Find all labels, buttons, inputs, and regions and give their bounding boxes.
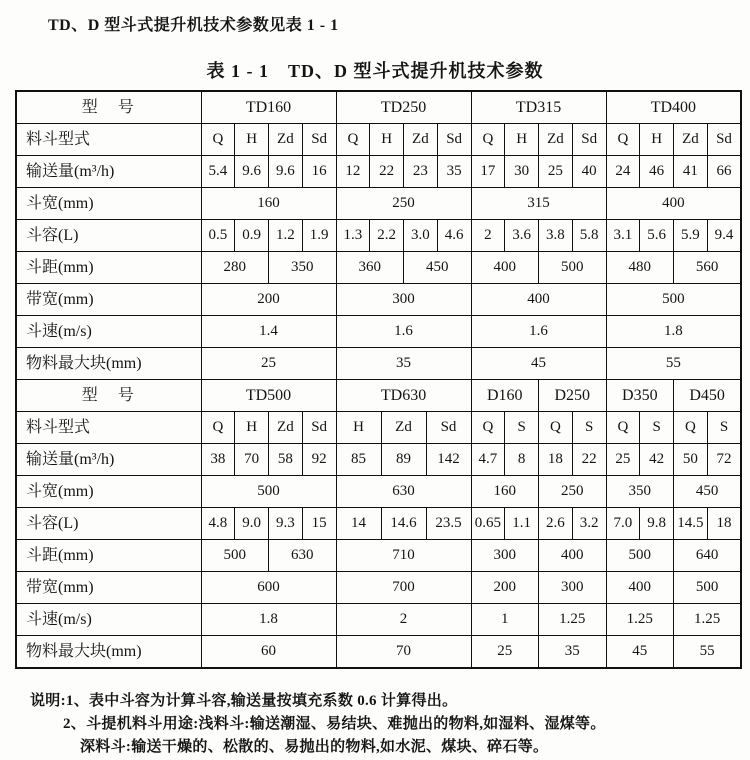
data-cell: S xyxy=(640,412,674,444)
data-cell: 40 xyxy=(572,156,606,188)
data-cell: 300 xyxy=(471,540,539,572)
data-cell: Sd xyxy=(437,124,471,156)
data-cell: Sd xyxy=(707,124,741,156)
data-cell: 3.1 xyxy=(606,220,640,252)
data-cell: 1.25 xyxy=(674,604,742,636)
model-header-cell: D160 xyxy=(471,380,539,412)
row-label: 斗容(L) xyxy=(16,508,201,540)
data-cell: Q xyxy=(201,412,235,444)
note-line: 深料斗:输送干燥的、松散的、易抛出的物料,如水泥、煤块、碎石等。 xyxy=(80,739,549,755)
data-cell: 350 xyxy=(269,252,337,284)
data-cell: 700 xyxy=(336,572,471,604)
data-cell: 9.3 xyxy=(269,508,303,540)
row-label: 型 号 xyxy=(16,380,201,412)
row-label: 输送量(m³/h) xyxy=(16,156,201,188)
data-cell: H xyxy=(370,124,404,156)
data-cell: 9.6 xyxy=(235,156,269,188)
table-row xyxy=(16,124,741,156)
data-cell: Q xyxy=(539,412,573,444)
row-label: 带宽(mm) xyxy=(16,572,201,604)
data-cell: 1.8 xyxy=(606,316,741,348)
row-label: 带宽(mm) xyxy=(16,284,201,316)
row-label: 物料最大块(mm) xyxy=(16,348,201,380)
data-cell: 1.6 xyxy=(471,316,606,348)
data-cell: 9.6 xyxy=(269,156,303,188)
model-header-cell: TD630 xyxy=(336,380,471,412)
data-cell: 38 xyxy=(201,444,235,476)
data-cell: 1.25 xyxy=(539,604,607,636)
data-cell: 14 xyxy=(336,508,381,540)
table-row xyxy=(16,156,741,188)
data-cell: 1.9 xyxy=(302,220,336,252)
data-cell: 480 xyxy=(606,252,674,284)
data-cell: 400 xyxy=(539,540,607,572)
data-cell: 30 xyxy=(505,156,539,188)
data-cell: 360 xyxy=(336,252,404,284)
data-cell: 89 xyxy=(381,444,426,476)
data-cell: 50 xyxy=(674,444,708,476)
data-cell: 250 xyxy=(336,188,471,220)
table-row xyxy=(16,284,741,316)
data-cell: 23 xyxy=(404,156,438,188)
data-cell: Q xyxy=(606,124,640,156)
data-cell: Zd xyxy=(269,412,303,444)
data-cell: 7.0 xyxy=(606,508,640,540)
data-cell: 55 xyxy=(674,636,742,669)
data-cell: 500 xyxy=(539,252,607,284)
data-cell: 3.2 xyxy=(572,508,606,540)
data-cell: 70 xyxy=(235,444,269,476)
note-line: 2、斗提机料斗用途:浅料斗:输送潮湿、易结块、难抛出的物料,如湿料、湿煤等。 xyxy=(63,716,606,732)
data-cell: 15 xyxy=(302,508,336,540)
data-cell: Q xyxy=(336,124,370,156)
data-cell: 142 xyxy=(426,444,471,476)
data-cell: 1.4 xyxy=(201,316,336,348)
data-cell: 640 xyxy=(674,540,742,572)
table-row xyxy=(16,348,741,380)
data-cell: 315 xyxy=(471,188,606,220)
data-cell: Q xyxy=(201,124,235,156)
data-cell: 1.2 xyxy=(269,220,303,252)
data-cell: 25 xyxy=(539,156,573,188)
row-label: 物料最大块(mm) xyxy=(16,636,201,669)
data-cell: 25 xyxy=(606,444,640,476)
data-cell: Sd xyxy=(572,124,606,156)
data-cell: 5.9 xyxy=(674,220,708,252)
data-cell: 400 xyxy=(471,284,606,316)
data-cell: 60 xyxy=(201,636,336,669)
data-cell: 9.8 xyxy=(640,508,674,540)
data-cell: 200 xyxy=(201,284,336,316)
data-cell: 400 xyxy=(606,188,741,220)
row-label: 斗距(mm) xyxy=(16,252,201,284)
table-row xyxy=(16,91,741,124)
data-cell: 160 xyxy=(201,188,336,220)
data-cell: 450 xyxy=(674,476,742,508)
table-row xyxy=(16,508,741,540)
data-cell: 17 xyxy=(471,156,505,188)
data-cell: 46 xyxy=(640,156,674,188)
data-cell: Q xyxy=(674,412,708,444)
table-title: 表 1 - 1 TD、D 型斗式提升机技术参数 xyxy=(206,61,544,81)
data-cell: H xyxy=(235,412,269,444)
data-cell: 23.5 xyxy=(426,508,471,540)
data-cell: 500 xyxy=(606,284,741,316)
data-cell: 200 xyxy=(471,572,539,604)
data-cell: 300 xyxy=(336,284,471,316)
data-cell: 4.7 xyxy=(471,444,505,476)
data-cell: 70 xyxy=(336,636,471,669)
data-cell: 560 xyxy=(674,252,742,284)
data-cell: 35 xyxy=(539,636,607,669)
data-cell: 92 xyxy=(302,444,336,476)
model-header-cell: TD160 xyxy=(201,91,336,124)
data-cell: Zd xyxy=(674,124,708,156)
data-cell: Sd xyxy=(302,124,336,156)
data-cell: 14.5 xyxy=(674,508,708,540)
data-cell: 35 xyxy=(336,348,471,380)
table-row xyxy=(16,316,741,348)
data-cell: 18 xyxy=(707,508,741,540)
data-cell: 250 xyxy=(539,476,607,508)
data-cell: S xyxy=(572,412,606,444)
row-label: 斗宽(mm) xyxy=(16,476,201,508)
data-cell: Zd xyxy=(539,124,573,156)
table-row xyxy=(16,188,741,220)
data-cell: 600 xyxy=(201,572,336,604)
data-cell: 3.8 xyxy=(539,220,573,252)
model-header-cell: TD315 xyxy=(471,91,606,124)
data-cell: H xyxy=(640,124,674,156)
table-row xyxy=(16,380,741,412)
row-label: 斗容(L) xyxy=(16,220,201,252)
table-row xyxy=(16,252,741,284)
data-cell: 9.4 xyxy=(707,220,741,252)
data-cell: 25 xyxy=(201,348,336,380)
row-label: 斗宽(mm) xyxy=(16,188,201,220)
data-cell: 72 xyxy=(707,444,741,476)
data-cell: 35 xyxy=(437,156,471,188)
table-row xyxy=(16,220,741,252)
data-cell: 630 xyxy=(269,540,337,572)
table-row xyxy=(16,572,741,604)
data-cell: 0.9 xyxy=(235,220,269,252)
table-row xyxy=(16,412,741,444)
data-cell: 630 xyxy=(336,476,471,508)
params-table xyxy=(15,90,742,669)
data-cell: 1 xyxy=(471,604,539,636)
data-cell: 500 xyxy=(201,476,336,508)
data-cell: 16 xyxy=(302,156,336,188)
data-cell: 400 xyxy=(606,572,674,604)
params-table-body xyxy=(16,91,741,668)
data-cell: H xyxy=(505,124,539,156)
data-cell: 24 xyxy=(606,156,640,188)
data-cell: 42 xyxy=(640,444,674,476)
data-cell: 280 xyxy=(201,252,269,284)
data-cell: 160 xyxy=(471,476,539,508)
data-cell: 55 xyxy=(606,348,741,380)
data-cell: 0.5 xyxy=(201,220,235,252)
intro-text: TD、D 型斗式提升机技术参数见表 1 - 1 xyxy=(48,17,339,34)
row-label: 斗距(mm) xyxy=(16,540,201,572)
data-cell: 1.8 xyxy=(201,604,336,636)
data-cell: 14.6 xyxy=(381,508,426,540)
data-cell: 500 xyxy=(674,572,742,604)
model-header-cell: D250 xyxy=(539,380,607,412)
data-cell: 45 xyxy=(606,636,674,669)
data-cell: 2 xyxy=(471,220,505,252)
data-cell: 5.6 xyxy=(640,220,674,252)
row-label: 输送量(m³/h) xyxy=(16,444,201,476)
data-cell: H xyxy=(235,124,269,156)
table-row xyxy=(16,604,741,636)
data-cell: H xyxy=(336,412,381,444)
data-cell: 18 xyxy=(539,444,573,476)
table-row xyxy=(16,444,741,476)
data-cell: 3.0 xyxy=(404,220,438,252)
data-cell: Sd xyxy=(426,412,471,444)
table-row xyxy=(16,476,741,508)
data-cell: 66 xyxy=(707,156,741,188)
model-header-cell: TD250 xyxy=(336,91,471,124)
data-cell: Q xyxy=(471,124,505,156)
data-cell: 25 xyxy=(471,636,539,669)
data-cell: 450 xyxy=(404,252,472,284)
data-cell: 58 xyxy=(269,444,303,476)
data-cell: 400 xyxy=(471,252,539,284)
model-header-cell: TD400 xyxy=(606,91,741,124)
row-label: 斗速(m/s) xyxy=(16,316,201,348)
data-cell: 12 xyxy=(336,156,370,188)
row-label: 斗速(m/s) xyxy=(16,604,201,636)
row-label: 料斗型式 xyxy=(16,124,201,156)
data-cell: 22 xyxy=(370,156,404,188)
model-header-cell: D350 xyxy=(606,380,674,412)
data-cell: 0.65 xyxy=(471,508,505,540)
data-cell: Zd xyxy=(269,124,303,156)
table-row xyxy=(16,636,741,669)
row-label: 型 号 xyxy=(16,91,201,124)
data-cell: 2 xyxy=(336,604,471,636)
row-label: 料斗型式 xyxy=(16,412,201,444)
data-cell: 22 xyxy=(572,444,606,476)
data-cell: Q xyxy=(471,412,505,444)
data-cell: 2.2 xyxy=(370,220,404,252)
data-cell: 500 xyxy=(201,540,269,572)
data-cell: 2.6 xyxy=(539,508,573,540)
data-cell: 1.3 xyxy=(336,220,370,252)
data-cell: S xyxy=(707,412,741,444)
data-cell: Zd xyxy=(404,124,438,156)
data-cell: 8 xyxy=(505,444,539,476)
data-cell: 350 xyxy=(606,476,674,508)
data-cell: 45 xyxy=(471,348,606,380)
data-cell: 41 xyxy=(674,156,708,188)
model-header-cell: D450 xyxy=(674,380,742,412)
table-row xyxy=(16,540,741,572)
data-cell: S xyxy=(505,412,539,444)
data-cell: Sd xyxy=(302,412,336,444)
data-cell: 85 xyxy=(336,444,381,476)
data-cell: Q xyxy=(606,412,640,444)
data-cell: 4.8 xyxy=(201,508,235,540)
data-cell: 300 xyxy=(539,572,607,604)
data-cell: 5.4 xyxy=(201,156,235,188)
model-header-cell: TD500 xyxy=(201,380,336,412)
data-cell: 500 xyxy=(606,540,674,572)
data-cell: 9.0 xyxy=(235,508,269,540)
notes xyxy=(30,690,740,759)
data-cell: 5.8 xyxy=(572,220,606,252)
data-cell: 4.6 xyxy=(437,220,471,252)
data-cell: 1.25 xyxy=(606,604,674,636)
data-cell: 1.1 xyxy=(505,508,539,540)
data-cell: 3.6 xyxy=(505,220,539,252)
data-cell: 1.6 xyxy=(336,316,471,348)
data-cell: Zd xyxy=(381,412,426,444)
note-line: 说明:1、表中斗容为计算斗容,输送量按填充系数 0.6 计算得出。 xyxy=(30,693,458,709)
data-cell: 710 xyxy=(336,540,471,572)
